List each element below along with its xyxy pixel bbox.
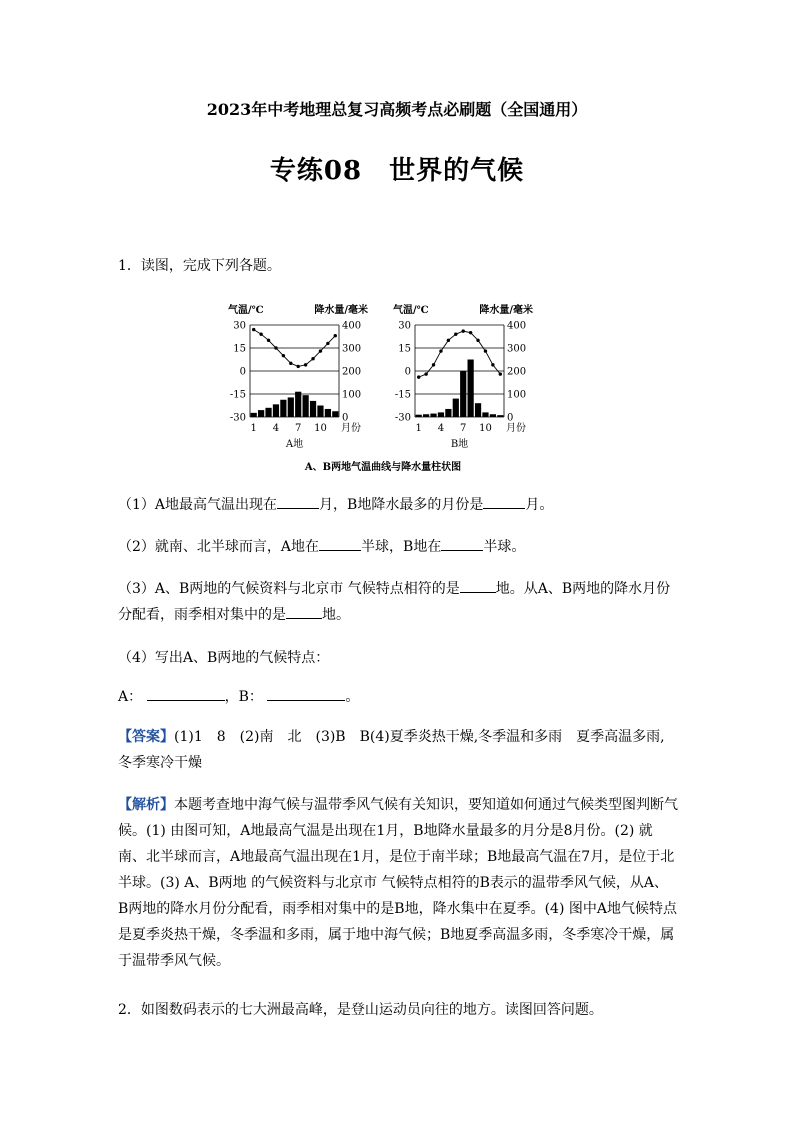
temperature-point [439,349,442,352]
temperature-point [432,363,435,366]
sub4-b-label: ，B： [224,689,263,705]
answer-block [118,724,678,776]
precip-tick-label: 200 [507,366,527,378]
precip-bar [288,397,294,417]
temperature-point [259,333,262,336]
precip-bar [482,412,488,417]
temp-tick-label: 0 [404,366,411,378]
precip-tick-label: 100 [507,389,527,401]
answer-blank [460,578,496,593]
sub2-text-a: （2）就南、北半球而言，A地在 [118,539,320,555]
temp-tick-label: 15 [398,343,411,355]
temperature-point [454,333,457,336]
precip-tick-label: 100 [342,389,362,401]
precip-bar [251,413,257,417]
right-axis-label: 降水量/毫米 [479,305,533,316]
precip-bar [423,414,429,417]
precip-bar [310,401,316,417]
temp-tick-label: -15 [394,389,411,401]
precip-bar [438,412,444,417]
precip-bar [445,409,451,417]
precip-bar [273,404,279,417]
sub3-text-b: 地。从A、B两地的降水月份 [495,581,671,597]
precip-bar [280,400,286,417]
document-header: 2023年中考地理总复习高频考点必刷题（全国通用） [206,100,588,119]
sub3-text-c: 分配看，雨季相对集中的是 [118,607,286,623]
temp-tick-label: 30 [398,320,411,332]
answer-blank [286,604,322,619]
temperature-point [319,349,322,352]
precip-bar [460,371,466,417]
temp-tick-label: 15 [233,343,246,355]
temperature-line [419,331,501,377]
temp-tick-label: 30 [233,320,246,332]
answer-blank [441,536,483,551]
sub2-text-c: 半球。 [483,539,526,555]
analysis-label: 【解析】 [118,797,174,813]
temp-tick-label: 0 [239,366,246,378]
sub3-text-a: （3）A、B两地的气候资料与北京市 气候特点相符的是 [118,581,460,597]
right-axis-label: 降水量/毫米 [314,305,368,316]
sub1-text-a: （1）A地最高气温出现在 [118,497,278,513]
left-axis-label: 气温/℃ [228,305,264,316]
temperature-point [469,331,472,334]
sub4-a-label: A： [118,689,143,705]
temperature-point [274,346,277,349]
temperature-point [311,357,314,360]
precip-bar [258,410,264,417]
precip-bar [317,406,323,418]
precip-bar [295,392,301,417]
temp-tick-label: -15 [229,389,246,401]
precip-bar [303,395,309,417]
question-1-sub-3 [118,576,678,628]
sub4-end: 。 [345,689,360,705]
x-tick-label: 1 [250,423,257,434]
x-axis-label: 月份 [506,423,526,434]
question-1-sub-1 [118,492,678,518]
climate-figure [228,300,558,475]
x-tick-label: 10 [479,423,492,434]
temp-tick-label: -30 [394,412,411,424]
answer-blank [267,686,345,701]
precip-tick-label: 400 [507,320,527,332]
sub3-text-d: 地。 [322,607,350,623]
climate-charts-svg [228,300,558,475]
figure-caption: A、B两地气温曲线与降水量柱状图 [304,462,462,473]
temperature-point [267,339,270,342]
answer-label: 【答案】 [118,729,174,745]
question-1-stem: 1．读图，完成下列各题。 [118,258,281,274]
answer-blank [319,536,361,551]
answer-blank [147,686,225,701]
precip-bar [468,360,474,418]
answer-text: (1)1 8 (2)南 北 (3)B B(4)夏季炎热干燥,冬季温和多雨 夏季高温多雨,冬季寒冷干燥 [118,729,665,771]
x-tick-label: 7 [460,423,467,434]
temperature-point [491,363,494,366]
x-tick-label: 1 [415,423,422,434]
temperature-point [476,339,479,342]
temp-tick-label: -30 [229,412,246,424]
precip-tick-label: 400 [342,320,362,332]
analysis-text: 本题考查地中海气候与温带季风气候有关知识，要知道如何通过气候类型图判断气候。(1) 由图可知，A地最高气温是出现在1月，B地降水量最多的月分是8月份。(2) 就南、北半球而言，A地最高气温出现在1月，是位于南半球；B地最高气温在7月，是位于北半球。(3) A、B两地 的气候资料与北京市 气候特点相符的B表示的温带季风气候，从A、B两地的降水月份分配看，雨季相对集中的是B地，降水集中在夏季。(4) 图中A地气候特点是夏季炎热干燥，冬季温和多雨，属于地中海气候；B地夏季高温多雨，冬季寒冷干燥，属于温带季风气候。 [118,797,678,969]
precip-bar [325,409,331,417]
temperature-point [424,372,427,375]
precip-bar [490,414,496,417]
temperature-point [282,354,285,357]
sub1-text-b: 月，B地降水最多的月份是 [319,497,484,513]
x-tick-label: 10 [314,423,327,434]
chart-title: B地 [450,439,469,450]
answer-blank [483,494,525,509]
question-1-sub-2 [118,534,678,560]
chart-a [228,303,368,450]
temperature-point [334,334,337,337]
precip-bar [497,415,503,417]
precip-tick-label: 0 [507,412,514,424]
temperature-point [462,329,465,332]
answer-blank [277,494,319,509]
temperature-point [484,349,487,352]
sub2-text-b: 半球，B地在 [361,539,442,555]
temperature-point [297,365,300,368]
precip-tick-label: 200 [342,366,362,378]
left-axis-label: 气温/℃ [393,305,429,316]
chart-b [393,303,533,450]
precip-tick-label: 300 [507,343,527,355]
question-1-sub-4-blanks [118,684,678,710]
temperature-point [304,363,307,366]
x-tick-label: 4 [272,423,280,434]
temperature-point [447,339,450,342]
chart-title: A地 [285,439,304,450]
precip-bar [453,399,459,417]
x-axis-label: 月份 [341,423,361,434]
temperature-point [326,342,329,345]
temperature-point [417,375,420,378]
question-2-stem: 2．如图数码表示的七大洲最高峰，是登山运动员向往的地方。读图回答问题。 [118,1002,603,1018]
precip-bar [416,415,422,417]
precip-tick-label: 300 [342,343,362,355]
x-tick-label: 4 [437,423,445,434]
precip-bar [430,414,436,417]
x-tick-label: 7 [295,423,302,434]
temperature-point [289,362,292,365]
precip-bar [265,408,271,417]
question-1-sub-4: （4）写出A、B两地的气候特点： [118,650,330,666]
precip-bar [332,411,338,417]
temperature-point [252,328,255,331]
page-title: 专练08 世界的气候 [269,156,525,186]
precip-tick-label: 0 [342,412,349,424]
temperature-point [499,372,502,375]
sub1-text-c: 月。 [525,497,554,513]
precip-bar [475,403,481,417]
analysis-block [118,792,678,974]
